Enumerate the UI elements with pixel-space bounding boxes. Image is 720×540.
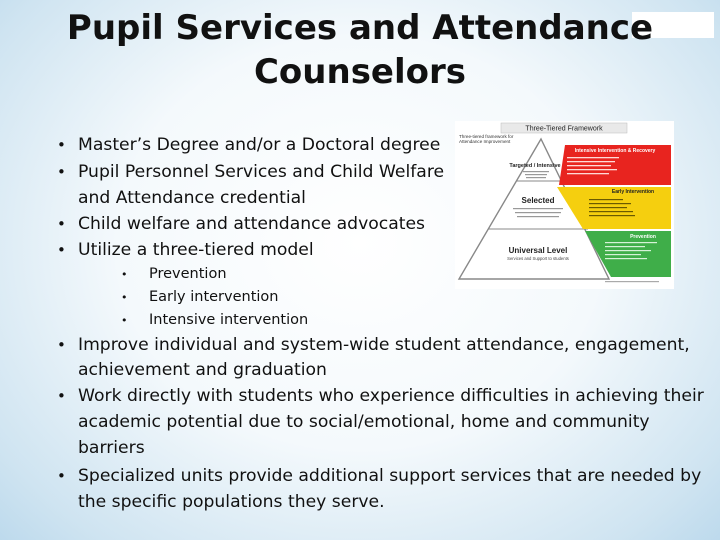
tier-universal-sub: Services and Support to students <box>507 256 569 261</box>
bullet-glyph: • <box>57 241 66 259</box>
bullet-text-continued: and Attendance credential <box>78 188 306 208</box>
framework-svg <box>455 121 674 289</box>
bullet-glyph: • <box>57 336 66 354</box>
bullet-text: Pupil Personnel Services and Child Welfare <box>78 162 445 182</box>
bullet-glyph: • <box>57 163 66 181</box>
sub-bullet-text: Intensive intervention <box>149 312 309 328</box>
tier-targeted-detail-lines <box>523 171 549 178</box>
sub-bullet-text: Early intervention <box>149 289 279 305</box>
bullet-glyph: • <box>57 136 66 154</box>
bullet-text-continued: barriers <box>78 438 145 458</box>
band-intensive-label: Intensive Intervention & Recovery <box>574 148 656 154</box>
title-line-1: Pupil Services and Attendance <box>66 8 654 48</box>
bullet-text: Utilize a three-tiered model <box>78 240 314 260</box>
slide-title <box>60 6 660 94</box>
bullet-text: Master’s Degree and/or a Doctoral degree <box>78 135 441 155</box>
bullet-glyph: • <box>57 467 66 485</box>
bullet-text-continued: achievement and graduation <box>78 360 327 380</box>
tier-label-universal: Universal Level <box>508 246 568 255</box>
sub-bullet-glyph: • <box>121 268 128 281</box>
tier-label-selected: Selected <box>521 196 555 205</box>
tier-label-targeted: Targeted / Intensive <box>509 163 561 169</box>
title-line-2: Counselors <box>253 52 467 92</box>
band-prevention-label: Prevention <box>630 234 656 240</box>
framework-footnote <box>605 281 659 282</box>
framework-caption <box>459 134 527 154</box>
bullet-text: Specialized units provide additional support services that are needed by <box>78 466 702 486</box>
framework-caption-text: Three-tiered framework for Attendance Improvement <box>459 134 514 145</box>
bullet-text-continued: academic potential due to social/emotional, home and community <box>78 412 650 432</box>
sub-bullet-glyph: • <box>121 291 128 304</box>
sub-bullet-glyph: • <box>121 314 128 327</box>
framework-title: Three-Tiered Framework <box>525 125 603 133</box>
bullet-text: Work directly with students who experience difficulties in achieving their <box>78 386 704 406</box>
sub-bullet-text: Prevention <box>149 266 227 282</box>
bullet-text: Child welfare and attendance advocates <box>78 214 426 234</box>
bullet-text-continued: the specific populations they serve. <box>78 492 385 512</box>
bullet-glyph: • <box>57 387 66 405</box>
three-tiered-framework-figure <box>455 121 674 289</box>
band-early-label: Early Intervention <box>611 189 655 195</box>
bullet-glyph: • <box>57 215 66 233</box>
bullet-text: Improve individual and system-wide student attendance, engagement, <box>78 335 690 355</box>
